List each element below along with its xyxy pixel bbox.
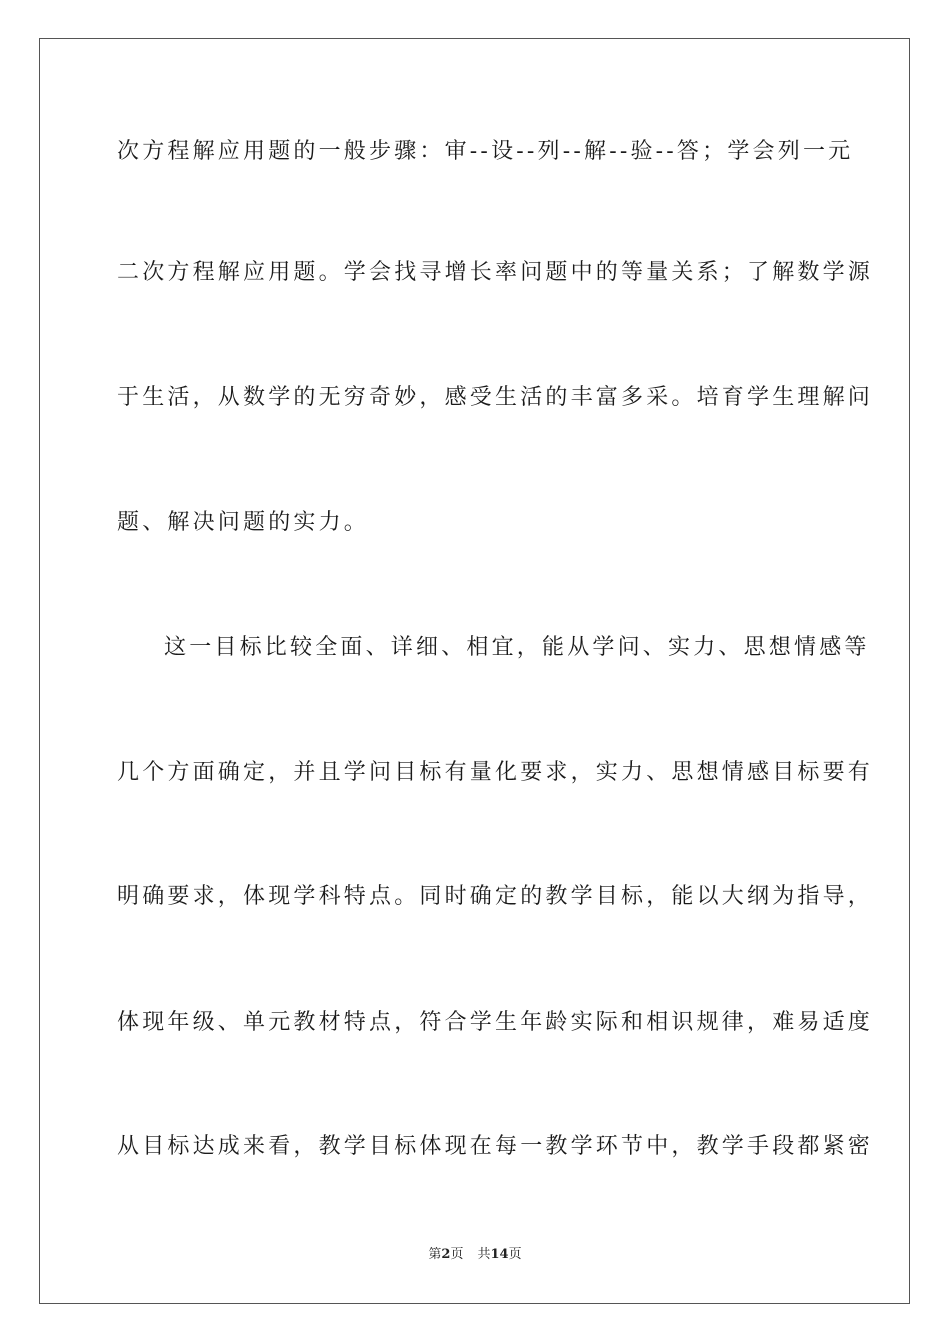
text-line-1: 次方程解应用题的一般步骤：审--设--列--解--验--答；学会列一元	[117, 139, 854, 164]
text-line-9: 从目标达成来看，教学目标体现在每一教学环节中，教学手段都紧密	[117, 1134, 874, 1159]
text-line-3: 于生活，从数学的无穷奇妙，感受生活的丰富多采。培育学生理解问	[117, 385, 874, 410]
page-prefix: 第	[428, 1247, 442, 1262]
total-prefix: 共	[477, 1247, 491, 1262]
total-suffix: 页	[508, 1247, 522, 1262]
text-line-4: 题、解决问题的实力。	[117, 510, 370, 535]
text-line-7: 明确要求，体现学科特点。同时确定的教学目标，能以大纲为指导，	[117, 884, 874, 909]
page-footer	[0, 1246, 950, 1264]
page-border	[39, 38, 910, 1304]
page-suffix: 页	[450, 1247, 464, 1262]
text-line-8: 体现年级、单元教材特点，符合学生年龄实际和相识规律，难易适度	[117, 1010, 874, 1035]
text-line-5: 这一目标比较全面、详细、相宜，能从学问、实力、思想情感等	[164, 635, 870, 660]
text-line-6: 几个方面确定，并且学问目标有量化要求，实力、思想情感目标要有	[117, 760, 874, 785]
text-line-2: 二次方程解应用题。学会找寻增长率问题中的等量关系；了解数学源	[117, 260, 874, 285]
total-pages: 14	[490, 1247, 509, 1262]
page-number: 2	[441, 1247, 451, 1262]
